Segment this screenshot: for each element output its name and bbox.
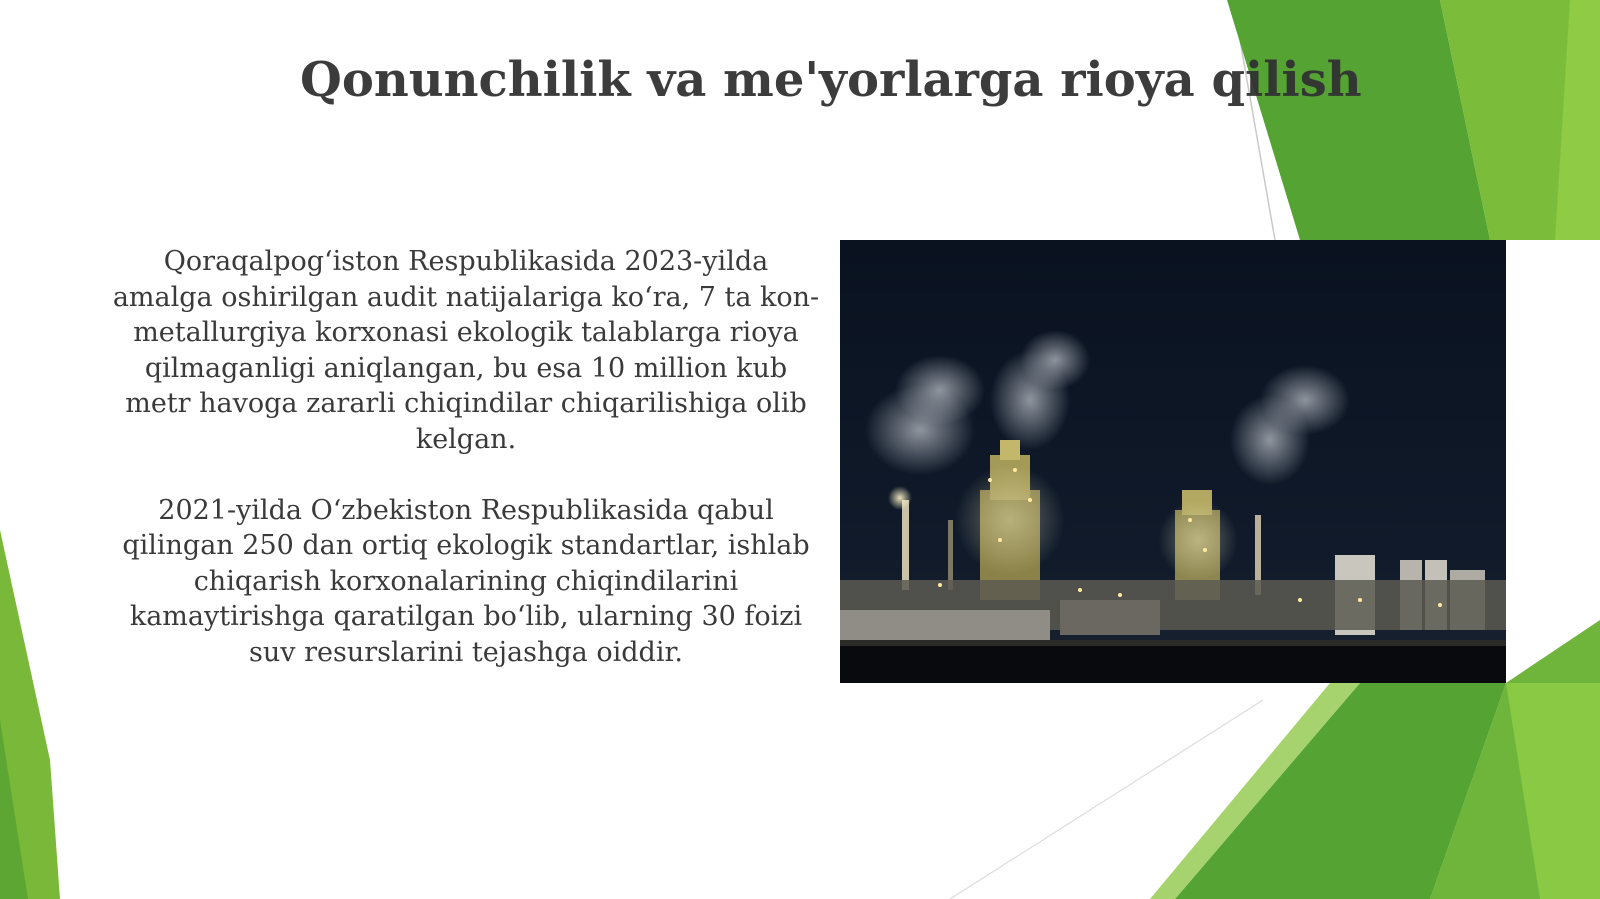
paragraph-standards: 2021-yilda O‘zbekiston Respublikasida qabul qilingan 250 dan ortiq ekologik standartlar, ishlab chiqarish korxonalarining chiqindilarini kamaytirishga qaratilgan bo‘lib, ularning 30 foizi suv resurslarini tejashga oiddir. [122,494,810,668]
factory-night-photo [840,240,1506,683]
paragraph-audit: Qoraqalpog‘iston Respublikasida 2023-yilda amalga oshirilgan audit natijalariga ko‘ra, 7 ta kon-metallurgiya korxonasi ekologik talablarga rioya qilmaganligi aniqlangan, bu esa 10 million kub metr havoga zararli chiqindilar chiqarilishiga olib kelgan. [112,246,820,455]
body-text [110,244,822,706]
factory-illustration [840,240,1506,683]
slide-title: Qonunchilik va me'yorlarga rioya qilish [300,52,1362,108]
